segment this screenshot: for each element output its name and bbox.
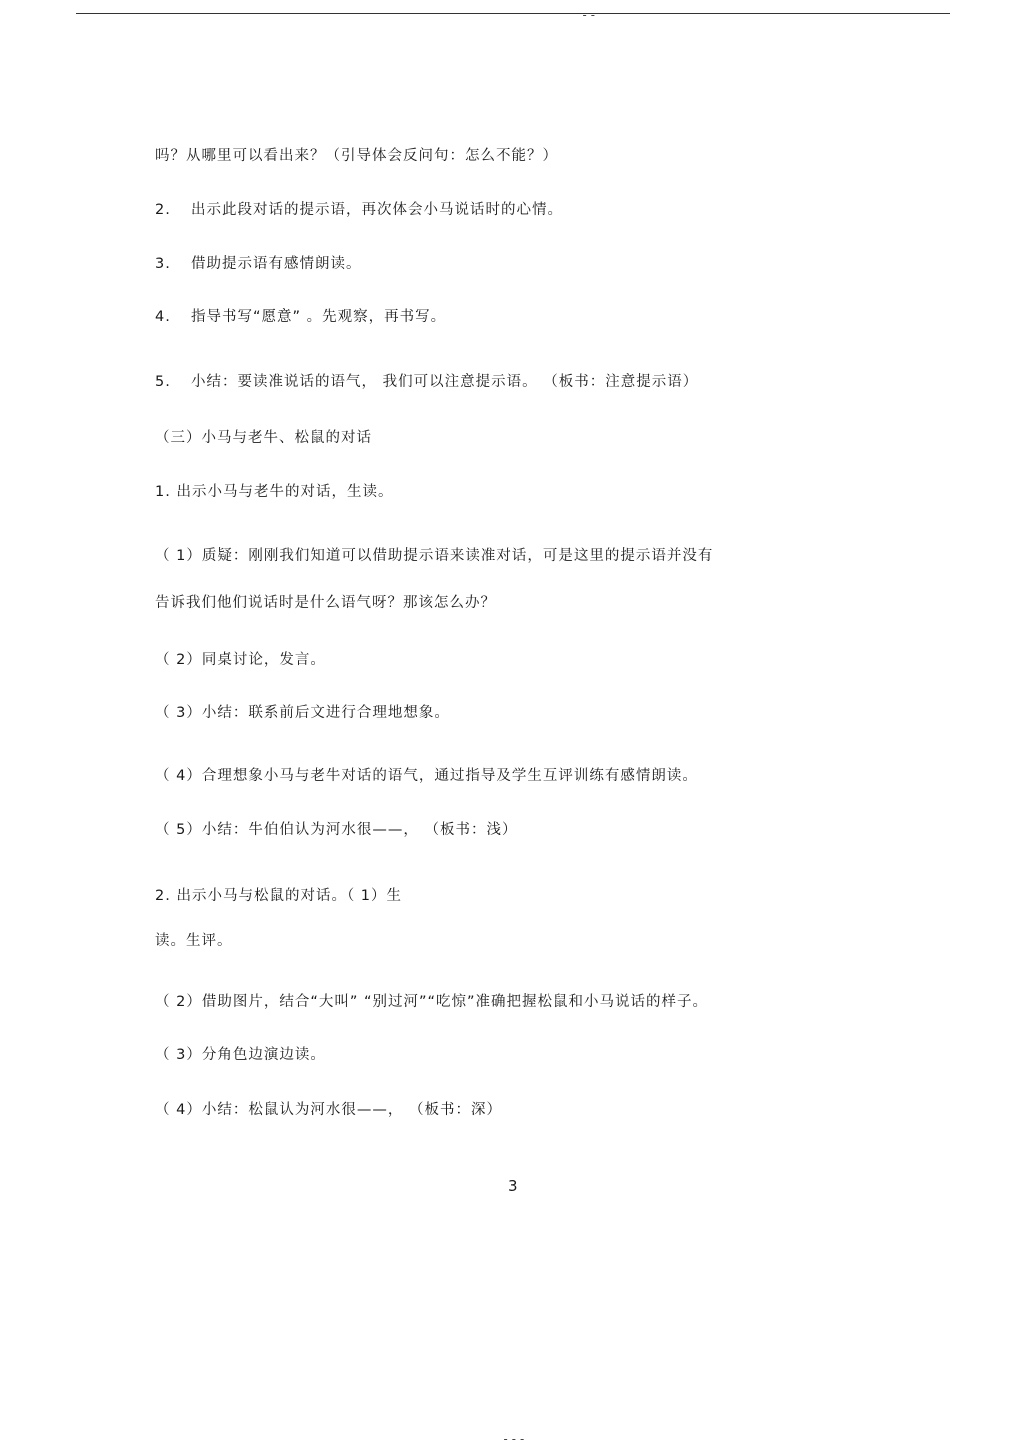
step-1 <box>155 546 713 566</box>
paragraph-text: （ 5）小结：牛伯伯认为河水很——， （板书：浅） <box>155 822 518 838</box>
paragraph-text: 读。生评。 <box>155 933 233 949</box>
step-2 <box>155 650 326 670</box>
step-5 <box>155 820 517 840</box>
item-number: 3. <box>155 256 171 272</box>
header-rule <box>76 8 950 22</box>
paragraph-text: 2. 出示小马与松鼠的对话。（ 1）生 <box>155 888 403 904</box>
section-heading <box>155 428 372 448</box>
paragraph-text: 吗？从哪里可以看出来？（引导体会反问句：怎么不能？） <box>155 148 558 164</box>
heading-text: （三）小马与老牛、松鼠的对话 <box>155 430 372 446</box>
step-2-4 <box>155 1100 502 1120</box>
paragraph-continuation <box>155 146 558 166</box>
item-text: 小结：要读准说话的语气， 我们可以注意提示语。 （板书：注意提示语） <box>191 374 699 390</box>
item-number: 5. <box>155 374 171 390</box>
page-number: 3 <box>508 1177 518 1195</box>
item-number: 2. <box>155 202 171 218</box>
step-4 <box>155 766 698 786</box>
subsection-1 <box>155 482 393 502</box>
paragraph-text: （ 2）同桌讨论，发言。 <box>155 652 326 668</box>
subsection-2-continuation <box>155 931 233 951</box>
item-number: 4. <box>155 309 171 325</box>
header-mark: -- <box>581 8 598 22</box>
step-3 <box>155 703 450 723</box>
item-text: 出示此段对话的提示语，再次体会小马说话时的心情。 <box>191 202 563 218</box>
paragraph-text: （ 3）小结：联系前后文进行合理地想象。 <box>155 705 450 721</box>
footer-mark: --- <box>502 1432 527 1446</box>
list-item-4 <box>155 307 446 327</box>
subsection-2 <box>155 886 402 906</box>
paragraph-text: （ 4）合理想象小马与老牛对话的语气，通过指导及学生互评训练有感情朗读。 <box>155 768 698 784</box>
paragraph-text: 告诉我们他们说话时是什么语气呀？那该怎么办？ <box>155 595 496 611</box>
paragraph-text: （ 4）小结：松鼠认为河水很——， （板书：深） <box>155 1102 502 1118</box>
item-text: 借助提示语有感情朗读。 <box>191 256 362 272</box>
paragraph-text: 1. 出示小马与老牛的对话，生读。 <box>155 484 394 500</box>
paragraph-text: （ 1）质疑：刚刚我们知道可以借助提示语来读准对话，可是这里的提示语并没有 <box>155 548 714 564</box>
step-2-3 <box>155 1045 326 1065</box>
paragraph-text: （ 3）分角色边演边读。 <box>155 1047 326 1063</box>
list-item-5 <box>155 372 698 392</box>
step-2-2 <box>155 992 708 1012</box>
paragraph-text: （ 2）借助图片，结合“大叫” “别过河”“吃惊”准确把握松鼠和小马说话的样子。 <box>155 994 709 1010</box>
item-text: 指导书写“愿意” 。先观察，再书写。 <box>191 309 447 325</box>
step-1-continuation <box>155 593 496 613</box>
list-item-3 <box>155 254 362 274</box>
list-item-2 <box>155 200 563 220</box>
